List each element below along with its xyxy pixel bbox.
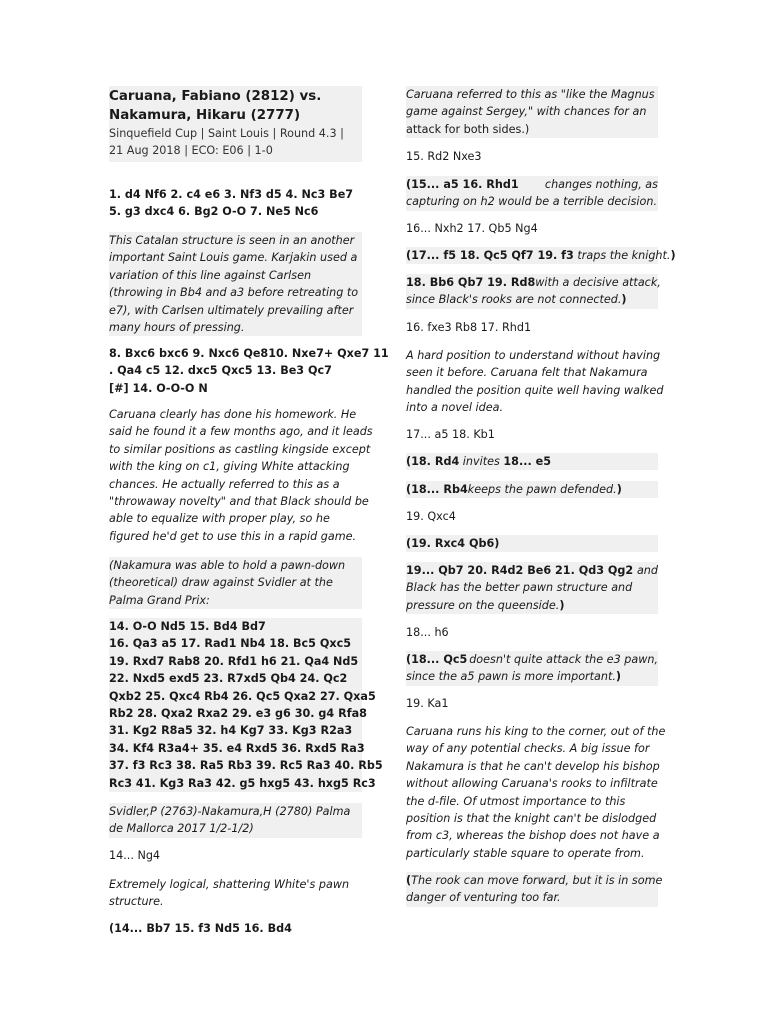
moves-opening: 1. d4 Nf6 2. c4 e6 3. Nf3 d5 4. Nc3 Be7 5. g3 dxc4 6. Bg2 O-O 7. Ne5 Nc6 (109, 188, 354, 219)
annotation-magnus: Caruana referred to this as "like the Magnus game against Sergey," with chances for an attack for both sides.) (406, 86, 658, 138)
annotation-king-corner: Caruana runs his king to the corner, out of the way of any potential checks. A big issue for Nakamura is that he can't develop his bishop without allowing Caruana's rooks to infiltrate the d-file. Of utmost importance to this position is that the knight can't be dislodged from c3, whereas the bishop does not have a particularly stable square to operate from. (406, 725, 666, 860)
game-meta: Sinquefield Cup | Saint Louis | Round 4.3 | 21 Aug 2018 | ECO: E06 | 1-0 (109, 127, 344, 157)
move-19-qxc4: 19. Qxc4 (406, 510, 456, 523)
variation-19-qb7: 19... Qb7 20. R4d2 Be6 21. Qd3 Qg2 and Black has the better pawn structure and pressure on the queenside.) (406, 562, 658, 614)
move-17-a5: 17... a5 18. Kb1 (406, 428, 495, 441)
variation-15-a5: (15... a5 16. Rhd1 changes nothing, as capturing on h2 would be a terrible decision. (406, 176, 658, 211)
annotation-catalan: This Catalan structure is seen in an another important Saint Louis game. Karjakin used a variation of this line against Carlsen (throwing in Bb4 and a3 before retreating to e7), with Carlsen ultimately prevailing after many hours of pressing. (109, 232, 362, 336)
game-header (109, 86, 362, 162)
move-19-ka1: 19. Ka1 (406, 697, 449, 710)
game-title: Caruana, Fabiano (2812) vs. Nakamura, Hikaru (2777) (109, 89, 322, 123)
reference-citation: Svidler,P (2763)-Nakamura,H (2780) Palma de Mallorca 2017 1/2-1/2) (109, 803, 362, 838)
move-16-fxe3: 16. fxe3 Rb8 17. Rhd1 (406, 321, 532, 334)
move-15-rd2: 15. Rd2 Nxe3 (406, 150, 482, 163)
annotation-logical: Extremely logical, shattering White's pawn structure. (109, 878, 350, 909)
moves-reference-game: 14. O-O Nd5 15. Bd4 Bd7 16. Qa3 a5 17. Rad1 Nb4 18. Bc5 Qxc5 19. Rxd7 Rab8 20. Rfd1 h6 21. Qa4 Nd5 22. Nxd5 exd5 23. R7xd5 Qb4 24. Qc2 Qxb2 25. Qxc4 Rb4 26. Qc5 Qxa2 27. Qxa5 Rb2 28. Qxa2 Rxa2 29. e3 g6 30. g4 Rfa8 31. Kg2 R8a5 32. h4 Kg7 33. Kg3 R2a3 34. Kf4 R3a4+ 35. e4 Rxd5 36. Rxd5 Ra3 37. f3 Rc3 38. Ra5 Rb3 39. Rc5 Ra3 40. Rb5 Rc3 41. Kg3 Ra3 42. g5 hxg5 43. hxg5 Rc3 (109, 618, 362, 792)
annotation-svidler: (Nakamura was able to hold a pawn-down (theoretical) draw against Svidler at the Palma Grand Prix: (109, 557, 362, 609)
move-18-h6: 18... h6 (406, 626, 449, 639)
move-14-ng4: 14... Ng4 (109, 849, 161, 862)
move-16-nxh2: 16... Nxh2 17. Qb5 Ng4 (406, 222, 538, 235)
moves-middlegame: 8. Bxc6 bxc6 9. Nxc6 Qe810. Nxe7+ Qxe7 11 . Qa4 c5 12. dxc5 Qxc5 13. Be3 Qc7 [#] 14. O-O-O N (109, 347, 389, 395)
variation-18-rb4: (18... Rb4keeps the pawn defended.) (406, 481, 658, 498)
variation-18-rd4: (18. Rd4 invites 18... e5 (406, 453, 658, 470)
variation-18-bb6: 18. Bb6 Qb7 19. Rd8 with a decisive attack, since Black's rooks are not connected.) (406, 274, 658, 309)
variation-19-rxc4: (19. Rxc4 Qb6) (406, 535, 658, 552)
annotation-homework: Caruana clearly has done his homework. He said he found it a few months ago, and it leads to similar positions as castling kingside except with the king on c1, giving White attacking chances. He actually referred to this as a "throwaway novelty" and that Black should be able to equalize with proper play, so he figured he'd get to use this in a rapid game. (109, 408, 373, 543)
annotation-hard-position: A hard position to understand without having seen it before. Caruana felt that Nakamura handled the position quite well having walked into a novel idea. (406, 349, 664, 415)
variation-17-f5: (17... f5 18. Qc5 Qf7 19. f3 traps the knight.) (406, 247, 658, 264)
annotation-rook-forward: (The rook can move forward, but it is in some danger of venturing too far. (406, 872, 658, 907)
variation-18-qc5: (18... Qc5 doesn't quite attack the e3 pawn, since the a5 pawn is more important.) (406, 651, 658, 686)
variation-14-bb7: (14... Bb7 15. f3 Nd5 16. Bd4 (109, 922, 292, 935)
